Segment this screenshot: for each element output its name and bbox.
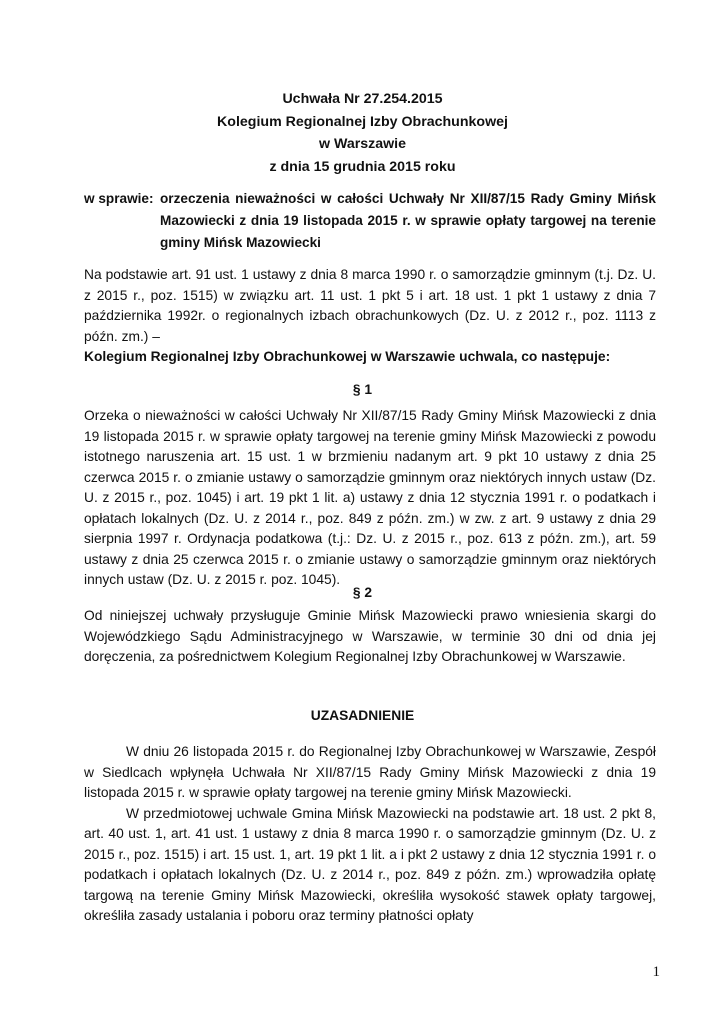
subject-text: orzeczenia nieważności w całości Uchwały Nr XII/87/15 Rady Gminy Mińsk Mazowiecki z dnia 19 listopada 2015 r. w sprawie opłaty targowej na terenie gminy Mińsk Mazowiecki: [160, 191, 656, 250]
justification-paragraph-1: W dniu 26 listopada 2015 r. do Regionalnej Izby Obrachunkowej w Warszawie, Zespół w Siedlcach wpłynęła Uchwała Nr XII/87/15 Rady Gminy Mińsk Mazowiecki z dnia 19 listopada 2015 r. w sprawie opłaty targowej na terenie gminy Mińsk Mazowiecki.: [84, 744, 656, 800]
section-1-heading: § 1: [352, 382, 373, 397]
section-1-block: [84, 406, 656, 591]
preamble-text: Na podstawie art. 91 ust. 1 ustawy z dnia 8 marca 1990 r. o samorządzie gminnym (t.j. Dz. U. z 2015 r., poz. 1515) w związku art. 11 ust. 1 pkt 5 i art. 18 ust. 1 pkt 1 ustawy z dnia 7 października 1992r. o regionalnych izbach obrachunkowych (Dz. U. z 2012 r., poz. 1113 z późn. zm.) –: [84, 267, 656, 344]
title-location: w Warszawie: [319, 136, 406, 152]
preamble-block: [84, 265, 656, 368]
justification-paragraph-2: W przedmiotowej uchwale Gmina Mińsk Mazowiecki na podstawie art. 18 ust. 2 pkt 8, art. 40 ust. 1, art. 41 ust. 1 ustawy z dnia 8 marca 1990 r. o samorządzie gminnym (Dz. U. z 2015 r., poz. 1515) i art. 15 ust. 1, art. 19 pkt 1 lit. a i pkt 2 ustawy z dnia 12 stycznia 1991 r. o podatkach i opłatach lokalnych (Dz. U. z 2014 r., poz. 849 z późn. zm.) wprowadziła opłatę targową na terenie Gminy Mińsk Mazowiecki, określiła wysokość stawek opłaty targowej, określiła zasady ustalania i poboru oraz terminy płatności opłaty: [84, 805, 656, 923]
subject-label: w sprawie:: [84, 191, 154, 206]
preamble-resolution: Kolegium Regionalnej Izby Obrachunkowej w Warszawie uchwala, co następuje:: [84, 349, 611, 364]
subject-block: [84, 188, 656, 254]
title-issuer: Kolegium Regionalnej Izby Obrachunkowej: [217, 113, 508, 130]
section-2-text: Od niniejszej uchwały przysługuje Gminie Mińsk Mazowiecki prawo wniesienia skargi do Wojewódzkiego Sądu Administracyjnego w Warszawie, w terminie 30 dni od dnia jej doręczenia, za pośrednictwem Kolegium Regionalnej Izby Obrachunkowej w Warszawie.: [84, 608, 656, 664]
page-number: 1: [652, 964, 660, 980]
justification-block: [84, 742, 656, 927]
title-date: z dnia 15 grudnia 2015 roku: [269, 158, 456, 175]
title-resolution-number: Uchwała Nr 27.254.2015: [282, 91, 443, 107]
document-title: [0, 88, 725, 178]
section-2-heading: § 2: [352, 585, 373, 600]
section-1-text: Orzeka o nieważności w całości Uchwały Nr XII/87/15 Rady Gminy Mińsk Mazowiecki z dnia 19 listopada 2015 r. w sprawie opłaty targowej na terenie gminy Mińsk Mazowiecki z powodu istotnego naruszenia art. 15 ust. 1 w brzmieniu nadanym art. 9 pkt 10 ustawy z dnia 25 czerwca 2015 r. o zmianie ustawy o samorządzie gminnym oraz niektórych innych ustaw (Dz. U. z 2015 r., poz. 1045) i art. 19 pkt 1 lit. a) ustawy z dnia 12 stycznia 1991 r. o podatkach i opłatach lokalnych (Dz. U. z 2014 r., poz. 849 z późn. zm.) w zw. z art. 9 ustawy z dnia 29 sierpnia 1997 r. Ordynacja podatkowa (t.j.: Dz. U. z 2015 r., poz. 613 z późn. zm.), art. 59 ustawy z dnia 25 czerwca 2015 r. o zmianie ustawy o samorządzie gminnym oraz niektórych innych ustaw (Dz. U. z 2015 r. poz. 1045).: [84, 408, 656, 587]
justification-heading: UZASADNIENIE: [310, 708, 415, 723]
section-2-block: [84, 606, 656, 668]
